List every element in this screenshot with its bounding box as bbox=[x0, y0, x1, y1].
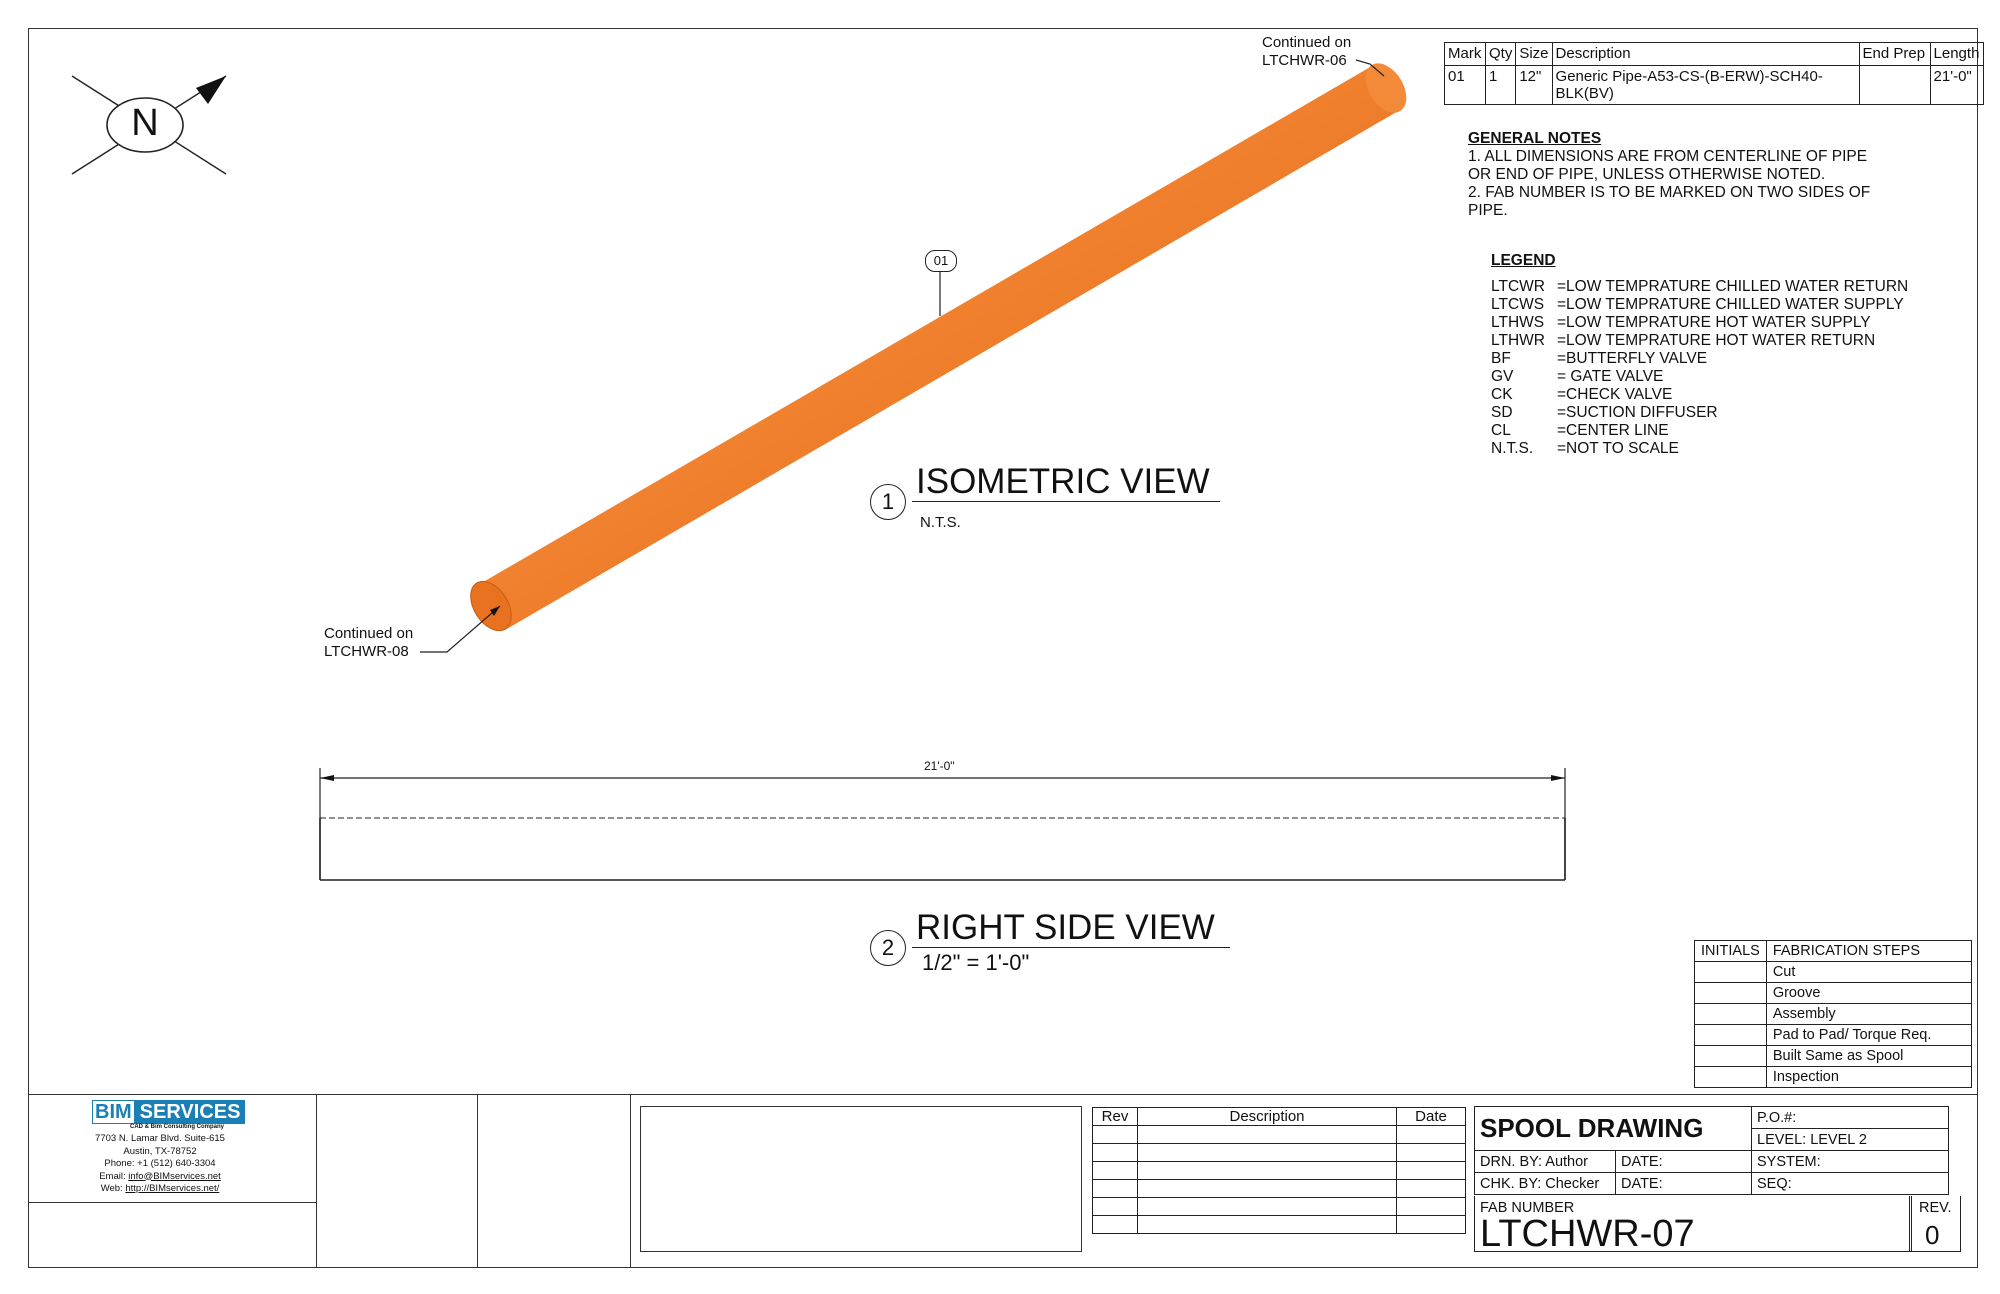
north-label: N bbox=[131, 102, 159, 144]
revision-row bbox=[1093, 1126, 1466, 1144]
initials-cell[interactable] bbox=[1695, 983, 1767, 1004]
legend-title: LEGEND bbox=[1491, 252, 1556, 269]
legend-key: LTHWS bbox=[1491, 314, 1545, 331]
legend-item bbox=[1491, 422, 1908, 440]
legend-value: =LOW TEMPRATURE HOT WATER SUPPLY bbox=[1557, 314, 1871, 331]
fabrication-row bbox=[1695, 1067, 1972, 1088]
side-view-pipe bbox=[310, 760, 1580, 890]
general-notes bbox=[1468, 130, 1888, 220]
checked-date-field: DATE: bbox=[1616, 1173, 1752, 1195]
bom-table bbox=[1444, 42, 1984, 105]
fabrication-header-steps: FABRICATION STEPS bbox=[1766, 941, 1971, 962]
side-view-title: RIGHT SIDE VIEW bbox=[916, 908, 1215, 947]
drawing-title: SPOOL DRAWING bbox=[1475, 1107, 1752, 1151]
iso-view-number: 1 bbox=[881, 489, 895, 514]
revision-table bbox=[1092, 1107, 1466, 1234]
revision-header-row bbox=[1093, 1108, 1466, 1126]
fabrication-row bbox=[1695, 1025, 1972, 1046]
title-block-divider bbox=[477, 1094, 478, 1268]
side-view-number: 2 bbox=[881, 935, 895, 960]
isometric-pipe bbox=[0, 0, 1420, 700]
iso-view-underline bbox=[912, 501, 1220, 502]
continued-bottom-line2: LTCHWR-08 bbox=[324, 643, 409, 660]
notes-box bbox=[640, 1106, 1082, 1252]
legend-value: =CHECK VALVE bbox=[1557, 386, 1673, 403]
initials-cell[interactable] bbox=[1695, 1025, 1767, 1046]
logo-tagline: CAD & Bim Consulting Company bbox=[130, 1124, 224, 1130]
fabrication-row bbox=[1695, 1004, 1972, 1025]
company-address2: Austin, TX-78752 bbox=[123, 1145, 197, 1157]
fab-number-label: FAB NUMBER bbox=[1480, 1200, 1575, 1216]
legend-key: SD bbox=[1491, 404, 1513, 421]
side-view-scale: 1/2" = 1'-0" bbox=[922, 950, 1030, 975]
iso-view-number-circle bbox=[870, 484, 906, 520]
drawn-date-field: DATE: bbox=[1616, 1151, 1752, 1173]
fabrication-row bbox=[1695, 983, 1972, 1004]
revision-header-date: Date bbox=[1397, 1108, 1466, 1126]
bom-cell-qty: 1 bbox=[1486, 66, 1516, 105]
bom-header-row bbox=[1445, 43, 1984, 66]
legend-item bbox=[1491, 278, 1908, 296]
bom-header-size: Size bbox=[1516, 43, 1552, 66]
bom-cell-length: 21'-0" bbox=[1930, 66, 1983, 105]
legend-value: =NOT TO SCALE bbox=[1557, 440, 1679, 457]
level-field: LEVEL: LEVEL 2 bbox=[1752, 1129, 1949, 1151]
mark-tag-label: 01 bbox=[933, 253, 949, 268]
logo-left: BIM bbox=[92, 1100, 135, 1124]
iso-view-scale: N.T.S. bbox=[920, 514, 961, 531]
bom-cell-description: Generic Pipe-A53-CS-(B-ERW)-SCH40-BLK(BV) bbox=[1552, 66, 1859, 105]
side-view-number-circle bbox=[870, 930, 906, 966]
fabrication-row bbox=[1695, 1046, 1972, 1067]
rev-value: 0 bbox=[1925, 1220, 1940, 1250]
fabrication-step: Cut bbox=[1766, 962, 1971, 983]
fabrication-table bbox=[1694, 940, 1972, 1088]
system-field: SYSTEM: bbox=[1752, 1151, 1949, 1173]
logo-right: SERVICES bbox=[135, 1100, 246, 1124]
title-block-table bbox=[1474, 1106, 1949, 1195]
title-block-divider bbox=[316, 1094, 317, 1268]
fabrication-step: Assembly bbox=[1766, 1004, 1971, 1025]
fab-number: LTCHWR-07 bbox=[1480, 1213, 1695, 1255]
company-address1: 7703 N. Lamar Blvd. Suite-615 bbox=[95, 1133, 225, 1144]
legend-item bbox=[1491, 404, 1908, 422]
legend-key: CL bbox=[1491, 422, 1511, 439]
initials-cell[interactable] bbox=[1695, 1067, 1767, 1088]
legend-value: =BUTTERFLY VALVE bbox=[1557, 350, 1708, 367]
legend-item bbox=[1491, 440, 1908, 458]
bom-cell-end-prep bbox=[1859, 66, 1930, 105]
continued-top-note bbox=[1262, 34, 1351, 70]
po-field: P.O.#: bbox=[1752, 1107, 1949, 1129]
revision-row bbox=[1093, 1198, 1466, 1216]
legend-value: =LOW TEMPRATURE CHILLED WATER SUPPLY bbox=[1557, 296, 1904, 313]
title-block-divider bbox=[28, 1202, 316, 1203]
revision-row bbox=[1093, 1180, 1466, 1198]
legend-key: BF bbox=[1491, 350, 1511, 367]
seq-field: SEQ: bbox=[1752, 1173, 1949, 1195]
company-phone: Phone: +1 (512) 640-3304 bbox=[104, 1158, 216, 1169]
fabrication-header-row bbox=[1695, 941, 1972, 962]
rev-label: REV. bbox=[1919, 1200, 1952, 1216]
checked-by-field: CHK. BY: Checker bbox=[1475, 1173, 1616, 1195]
continued-bottom-line1: Continued on bbox=[324, 625, 414, 642]
legend-item bbox=[1491, 332, 1908, 350]
company-info bbox=[40, 1133, 280, 1196]
web-label: Web: bbox=[100, 1183, 126, 1194]
bom-header-end-prep: End Prep bbox=[1859, 43, 1930, 66]
legend-key: CK bbox=[1491, 386, 1513, 403]
web-link[interactable]: http://BIMservices.net/ bbox=[125, 1183, 220, 1194]
revision-header-rev: Rev bbox=[1093, 1108, 1138, 1126]
legend-value: =CENTER LINE bbox=[1557, 422, 1669, 439]
fabrication-step: Inspection bbox=[1766, 1067, 1971, 1088]
legend-value: =LOW TEMPRATURE CHILLED WATER RETURN bbox=[1557, 278, 1909, 295]
continued-top-line2: LTCHWR-06 bbox=[1262, 52, 1347, 69]
legend-key: LTCWR bbox=[1491, 278, 1545, 295]
continued-top-line1: Continued on bbox=[1262, 34, 1352, 51]
fabrication-step: Groove bbox=[1766, 983, 1971, 1004]
mark-tag bbox=[925, 250, 957, 272]
legend-key: N.T.S. bbox=[1491, 440, 1534, 457]
bom-header-length: Length bbox=[1930, 43, 1983, 66]
general-notes-title: GENERAL NOTES bbox=[1468, 130, 1602, 147]
email-label: Email: bbox=[99, 1170, 129, 1182]
initials-cell[interactable] bbox=[1695, 1004, 1767, 1025]
legend-item bbox=[1491, 314, 1908, 332]
company-email-line bbox=[40, 1171, 280, 1184]
legend-value: =LOW TEMPRATURE HOT WATER RETURN bbox=[1557, 332, 1876, 349]
revision-header-description: Description bbox=[1138, 1108, 1397, 1126]
legend-key: LTHWR bbox=[1491, 332, 1545, 349]
bom-cell-size: 12" bbox=[1516, 66, 1552, 105]
side-view-underline bbox=[912, 947, 1230, 948]
bom-header-mark: Mark bbox=[1445, 43, 1486, 66]
fabrication-step: Built Same as Spool bbox=[1766, 1046, 1971, 1067]
legend-value: = GATE VALVE bbox=[1557, 368, 1664, 385]
general-note-item: 1. ALL DIMENSIONS ARE FROM CENTERLINE OF PIPE OR END OF PIPE, UNLESS OTHERWISE NOTED. bbox=[1468, 148, 1868, 183]
bom-header-description: Description bbox=[1552, 43, 1859, 66]
revision-row bbox=[1093, 1162, 1466, 1180]
bom-header-qty: Qty bbox=[1486, 43, 1516, 66]
legend-item bbox=[1491, 296, 1908, 314]
iso-view-title: ISOMETRIC VIEW bbox=[916, 462, 1210, 501]
fabrication-header-initials: INITIALS bbox=[1695, 941, 1767, 962]
bom-row bbox=[1445, 66, 1984, 105]
legend bbox=[1491, 252, 1908, 458]
legend-item bbox=[1491, 368, 1908, 386]
legend-value: =SUCTION DIFFUSER bbox=[1557, 404, 1718, 421]
email-link[interactable]: info@BIMservices.net bbox=[128, 1170, 221, 1182]
initials-cell[interactable] bbox=[1695, 1046, 1767, 1067]
bom-cell-mark: 01 bbox=[1445, 66, 1486, 105]
initials-cell[interactable] bbox=[1695, 962, 1767, 983]
fabrication-row bbox=[1695, 962, 1972, 983]
legend-key: GV bbox=[1491, 368, 1514, 385]
company-web-line bbox=[40, 1183, 280, 1196]
company-logo bbox=[92, 1100, 245, 1124]
drawn-by-field: DRN. BY: Author bbox=[1475, 1151, 1616, 1173]
side-view-dimension: 21'-0" bbox=[924, 759, 955, 773]
legend-key: LTCWS bbox=[1491, 296, 1545, 313]
legend-item bbox=[1491, 386, 1908, 404]
revision-row bbox=[1093, 1144, 1466, 1162]
general-note-item: 2. FAB NUMBER IS TO BE MARKED ON TWO SIDES OF PIPE. bbox=[1468, 184, 1871, 219]
fabrication-step: Pad to Pad/ Torque Req. bbox=[1766, 1025, 1971, 1046]
revision-row bbox=[1093, 1216, 1466, 1234]
legend-item bbox=[1491, 350, 1908, 368]
title-block-divider bbox=[630, 1094, 631, 1268]
continued-bottom-note bbox=[324, 625, 413, 661]
